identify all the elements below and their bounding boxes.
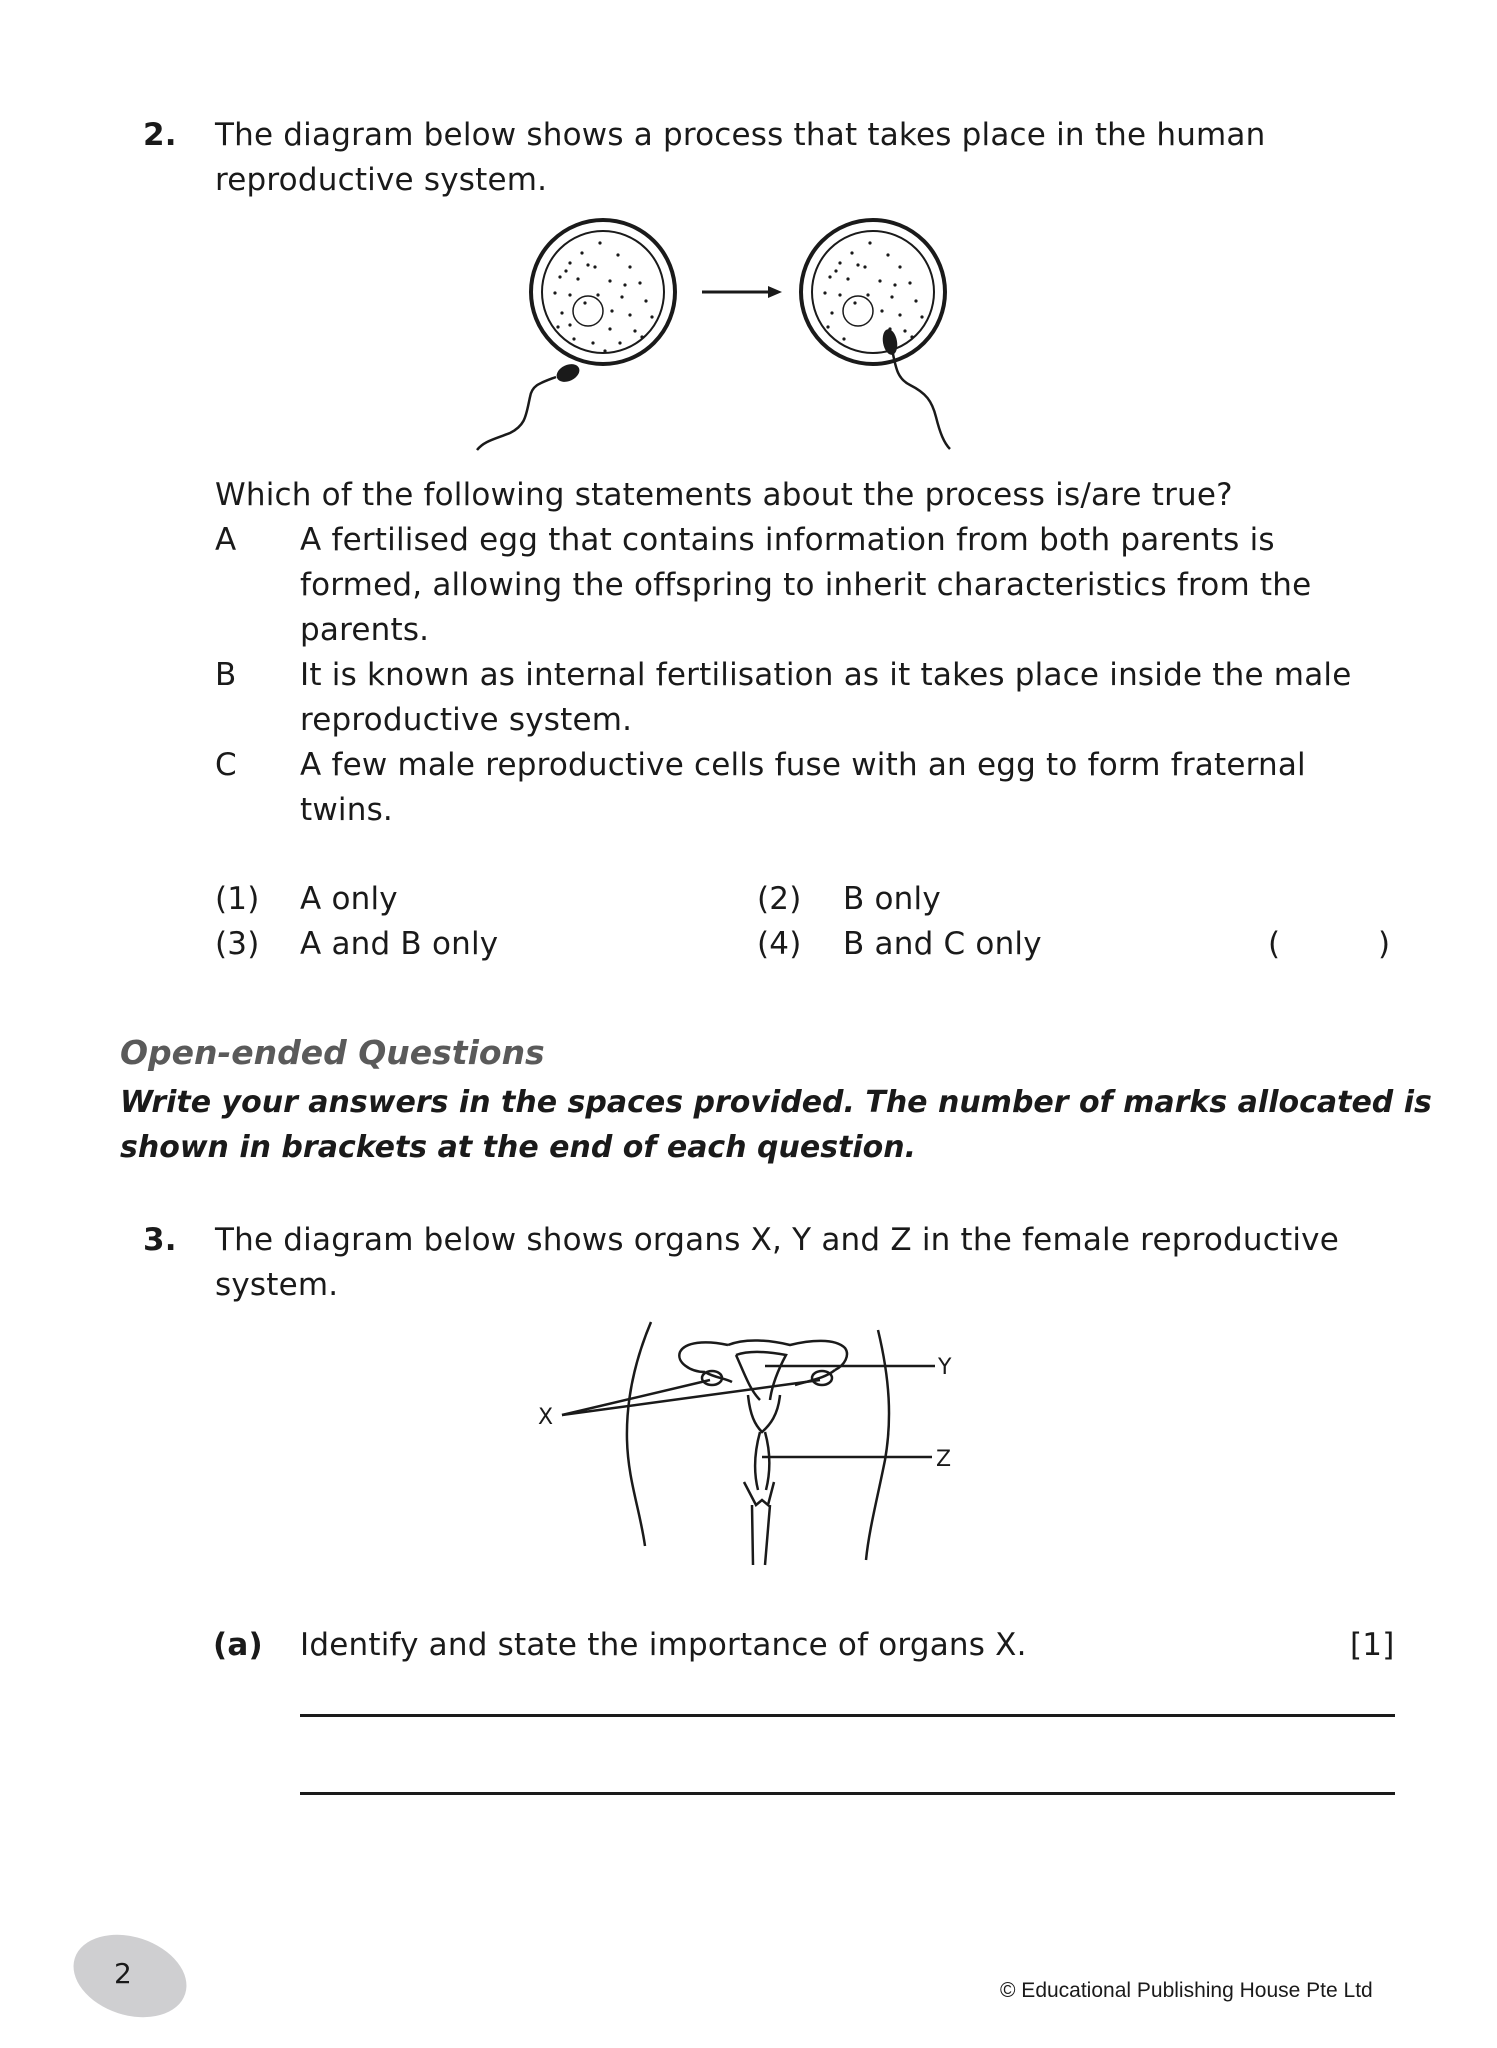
label-x: X: [538, 1405, 554, 1430]
part-a-label: (a): [213, 1627, 263, 1663]
statement-a-letter: A: [215, 522, 237, 558]
page-number: 2: [114, 1957, 132, 1990]
egg-nucleus: [573, 296, 603, 326]
question-3-stem-line-2: system.: [215, 1267, 339, 1303]
egg-after: [801, 220, 945, 364]
option-4-text: B and C only: [843, 926, 1042, 962]
statement-a-line-2: formed, allowing the offspring to inherit characteristics from the: [300, 567, 1312, 603]
sperm-before: [477, 361, 582, 450]
statement-c-letter: C: [215, 747, 237, 783]
question-3-number: 3.: [143, 1222, 177, 1258]
uterus-and-tubes: [679, 1340, 847, 1565]
part-a-question: Identify and state the importance of organs X.: [300, 1627, 1027, 1663]
option-4-number: (4): [757, 926, 802, 962]
answer-line-1[interactable]: [300, 1714, 1395, 1717]
female-reproductive-system-diagram: [500, 1300, 1020, 1600]
option-2-text: B only: [843, 881, 941, 917]
label-y: Y: [938, 1355, 952, 1380]
statement-b-letter: B: [215, 657, 237, 693]
question-2-prompt: Which of the following statements about the process is/are true?: [215, 477, 1233, 513]
option-1-text: A only: [300, 881, 398, 917]
option-3-text: A and B only: [300, 926, 499, 962]
answer-bracket-open: (: [1268, 926, 1281, 962]
question-2-stem-line-1: The diagram below shows a process that takes place in the human: [215, 117, 1266, 153]
option-2-number: (2): [757, 881, 802, 917]
option-1-number: (1): [215, 881, 260, 917]
statement-c-line-1: A few male reproductive cells fuse with an egg to form fraternal: [300, 747, 1306, 783]
statement-b-line-2: reproductive system.: [300, 702, 633, 738]
answer-bracket-close: ): [1378, 926, 1391, 962]
egg-nucleus: [843, 296, 873, 326]
label-z: Z: [936, 1447, 952, 1472]
statement-b-line-1: It is known as internal fertilisation as it takes place inside the male: [300, 657, 1352, 693]
statement-a-line-3: parents.: [300, 612, 430, 648]
option-3-number: (3): [215, 926, 260, 962]
egg-before: [531, 220, 675, 364]
process-arrow: [702, 286, 782, 298]
section-instructions-line-1: Write your answers in the spaces provided. The number of marks allocated is: [120, 1085, 1432, 1120]
question-2-stem-line-2: reproductive system.: [215, 162, 548, 198]
copyright-notice: © Educational Publishing House Pte Ltd: [1000, 1979, 1373, 2002]
label-lines: [562, 1366, 935, 1457]
answer-line-2[interactable]: [300, 1792, 1395, 1795]
fertilisation-diagram: [470, 205, 1030, 450]
section-instructions-line-2: shown in brackets at the end of each question.: [120, 1130, 917, 1165]
question-2-number: 2.: [143, 117, 177, 153]
part-a-marks: [1]: [1350, 1627, 1395, 1663]
question-3-stem-line-1: The diagram below shows organs X, Y and Z in the female reproductive: [215, 1222, 1339, 1258]
section-title: Open-ended Questions: [120, 1033, 545, 1072]
statement-a-line-1: A fertilised egg that contains information from both parents is: [300, 522, 1275, 558]
statement-c-line-2: twins.: [300, 792, 393, 828]
